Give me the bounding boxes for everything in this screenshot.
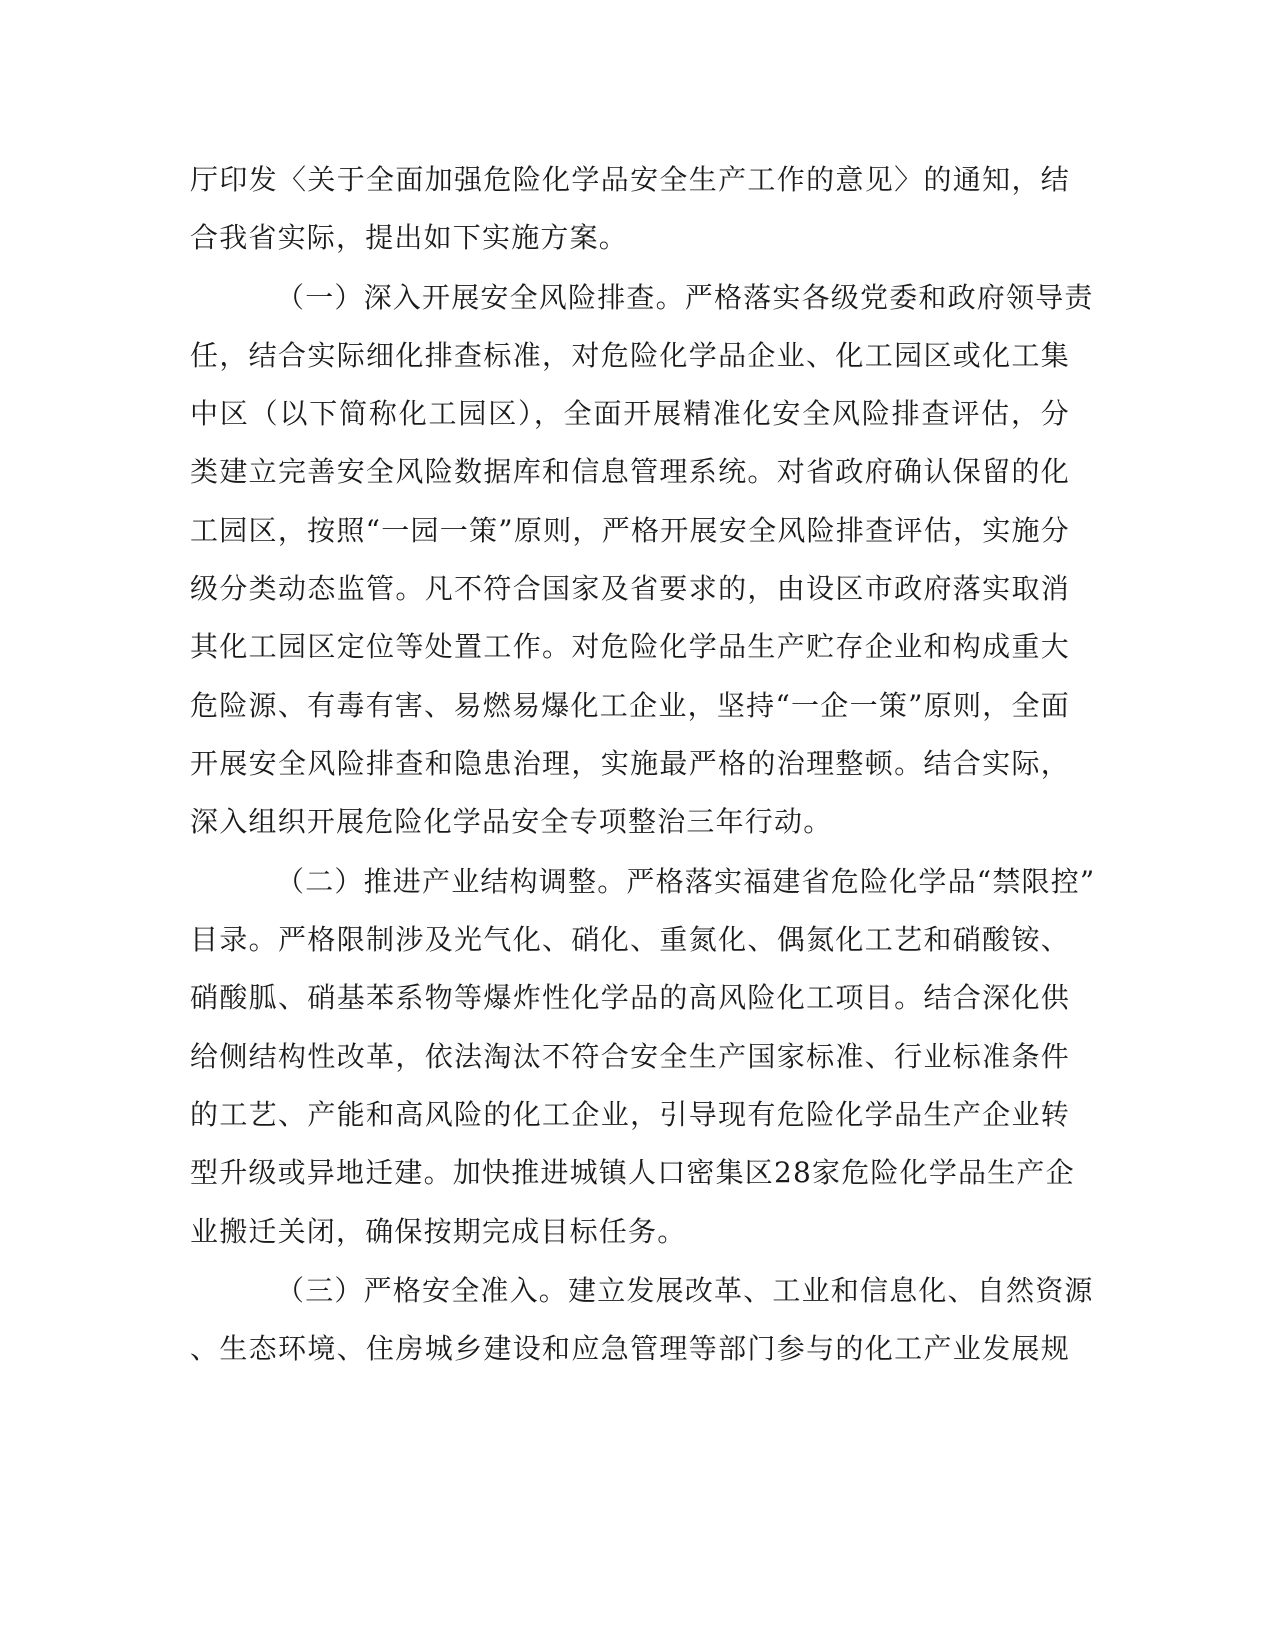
text-line: 目录。严格限制涉及光气化、硝化、重氮化、偶氮化工艺和硝酸铵、 <box>190 923 1070 956</box>
text-line: 类建立完善安全风险数据库和信息管理系统。对省政府确认保留的化 <box>190 455 1070 488</box>
text-line: 开展安全风险排查和隐患治理，实施最严格的治理整顿。结合实际， <box>190 747 1070 780</box>
text-line: 、生态环境、住房城乡建设和应急管理等部门参与的化工产业发展规 <box>190 1332 1070 1365</box>
text-line: 危险源、有毒有害、易燃易爆化工企业，坚持“一企一策”原则，全面 <box>190 689 1070 722</box>
text-line: 深入组织开展危险化学品安全专项整治三年行动。 <box>190 805 833 838</box>
text-line: 的工艺、产能和高风险的化工企业，引导现有危险化学品生产企业转 <box>190 1098 1070 1131</box>
text-line: 业搬迁关闭，确保按期完成目标任务。 <box>190 1215 687 1248</box>
text-line: 给侧结构性改革，依法淘汰不符合安全生产国家标准、行业标准条件 <box>190 1040 1070 1073</box>
text-line: 厅印发〈关于全面加强危险化学品安全生产工作的意见〉的通知，结 <box>190 163 1070 196</box>
text-line: 合我省实际，提出如下实施方案。 <box>190 221 629 254</box>
section-heading-line: （二）推进产业结构调整。严格落实福建省危险化学品“禁限控” <box>276 865 1096 898</box>
section-heading-line: （一）深入开展安全风险排查。严格落实各级党委和政府领导责 <box>276 281 1094 314</box>
text-line: 型升级或异地迁建。加快推进城镇人口密集区28家危险化学品生产企 <box>190 1156 1075 1189</box>
text-line: 级分类动态监管。凡不符合国家及省要求的，由设区市政府落实取消 <box>190 572 1070 605</box>
text-line: 硝酸胍、硝基苯系物等爆炸性化学品的高风险化工项目。结合深化供 <box>190 981 1070 1014</box>
section-heading-line: （三）严格安全准入。建立发展改革、工业和信息化、自然资源 <box>276 1274 1094 1307</box>
text-line: 任，结合实际细化排查标准，对危险化学品企业、化工园区或化工集 <box>190 339 1070 372</box>
text-line: 工园区，按照“一园一策”原则，严格开展安全风险排查评估，实施分 <box>190 514 1070 547</box>
text-line: 中区（以下简称化工园区），全面开展精准化安全风险排查评估，分 <box>190 397 1070 430</box>
text-line: 其化工园区定位等处置工作。对危险化学品生产贮存企业和构成重大 <box>190 630 1070 663</box>
